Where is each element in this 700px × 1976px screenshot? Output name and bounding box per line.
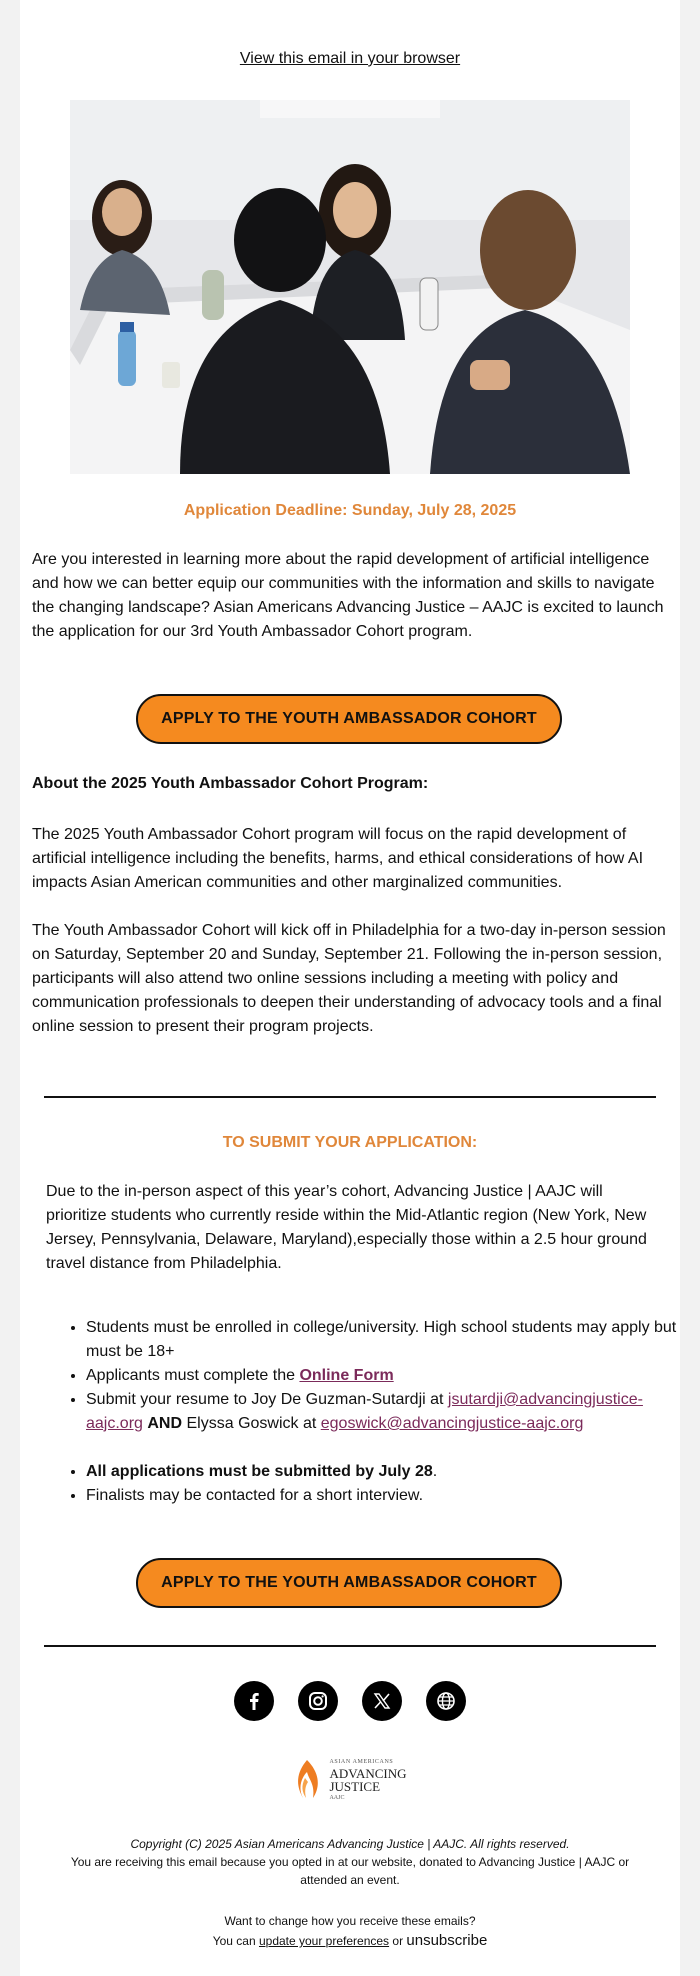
email-link-jsutardji[interactable]: jsutardji@advancingjustice-aajc.org [86, 1391, 643, 1432]
apply-button-top[interactable]: APPLY TO THE YOUTH AMBASSADOR COHORT [136, 694, 562, 744]
list-item [86, 1316, 696, 1364]
about-paragraph-2: The Youth Ambassador Cohort will kick off in Philadelphia for a two-day in-person session on Saturday, September 20 and Sunday, September 21. Following the in-person session, participants will also attend two online sessions including a meeting with policy and communication professionals to deepen their understanding of advocacy tools and a final online session to present their program projects. [32, 922, 666, 1035]
requirements-list-2 [46, 1460, 696, 1508]
online-form-link[interactable]: Online Form [299, 1367, 394, 1384]
submit-paragraph: Due to the in-person aspect of this year’s cohort, Advancing Justice | AAJC will prioritize students who currently reside within the Mid-Atlantic region (New York, New Jersey, Pennsylvania, Delaware, Maryland),especially those within a 2.5 hour ground travel distance from Philadelphia. [46, 1183, 647, 1272]
and-text: AND [147, 1415, 183, 1432]
logo-line-1: ASIAN AMERICANS [329, 1759, 394, 1765]
logo-line-3: JUSTICE [329, 1779, 381, 1794]
list-item [86, 1388, 696, 1436]
footer-copyright: Copyright (C) 2025 Asian Americans Advancing Justice | AAJC. All rights reserved. [130, 1837, 570, 1851]
facebook-icon[interactable] [234, 1681, 274, 1721]
list-item [86, 1460, 696, 1484]
hero-image [70, 100, 630, 474]
bullet-text: . [432, 1463, 438, 1480]
bullet-text: Students must be enrolled in college/university. High school students may apply but must be 18+ [86, 1319, 677, 1360]
deadline-bold-text: All applications must be submitted by July 28 [86, 1463, 433, 1480]
footer-or: or [389, 1934, 407, 1948]
requirements-list-1 [46, 1316, 696, 1436]
list-item [86, 1364, 696, 1388]
divider-top [44, 1096, 656, 1098]
apply-button-bottom[interactable]: APPLY TO THE YOUTH AMBASSADOR COHORT [136, 1558, 562, 1608]
bullet-text: Finalists may be contacted for a short interview. [86, 1487, 424, 1504]
x-icon[interactable] [362, 1681, 402, 1721]
bullet-text: Submit your resume to Joy De Guzman-Sutardji at [86, 1391, 448, 1408]
hero-photo-illustration [70, 100, 630, 474]
footer-reason: You are receiving this email because you opted in at our website, donated to Advancing Justice | AAJC or attended an event. [70, 1855, 630, 1887]
unsubscribe-link[interactable]: unsubscribe [406, 1932, 488, 1949]
aajc-logo [20, 1758, 680, 1802]
application-deadline: Application Deadline: Sunday, July 28, 2025 [183, 502, 517, 519]
footer-you-can: You can [212, 1934, 259, 1948]
bullet-text: Elyssa Goswick at [182, 1415, 321, 1432]
flame-icon [293, 1758, 323, 1802]
footer-change: Want to change how you receive these emails? [224, 1914, 476, 1928]
view-in-browser-link[interactable]: View this email in your browser [239, 50, 461, 67]
logo-text [329, 1759, 406, 1801]
email-link-egoswick[interactable]: egoswick@advancingjustice-aajc.org [320, 1415, 584, 1432]
email-container [20, 0, 680, 1976]
social-links [20, 1681, 680, 1721]
divider-bottom [44, 1645, 656, 1647]
instagram-icon[interactable] [298, 1681, 338, 1721]
logo-line-4: AAJC [329, 1795, 345, 1801]
footer-preferences [60, 1932, 640, 1950]
intro-paragraph: Are you interested in learning more about the rapid development of artificial intelligence and how we can better equip our communities with the information and skills to navigate the changing landscape? Asian Americans Advancing Justice – AAJC is excited to launch the application for our 3rd Youth Ambassador Cohort program. [32, 551, 664, 640]
submit-heading: TO SUBMIT YOUR APPLICATION: [222, 1134, 478, 1151]
logo-line-2: ADVANCING [329, 1766, 407, 1781]
bullet-text: Applicants must complete the [86, 1367, 300, 1384]
about-paragraph-1: The 2025 Youth Ambassador Cohort program will focus on the rapid development of artificial intelligence including the benefits, harms, and ethical considerations of how AI impacts Asian American communities and other marginalized communities. [32, 826, 644, 891]
list-item [86, 1484, 696, 1508]
about-heading: About the 2025 Youth Ambassador Cohort Program: [32, 775, 429, 792]
globe-icon[interactable] [426, 1681, 466, 1721]
logo-lockup [293, 1758, 406, 1802]
update-preferences-link[interactable]: update your preferences [258, 1934, 390, 1948]
